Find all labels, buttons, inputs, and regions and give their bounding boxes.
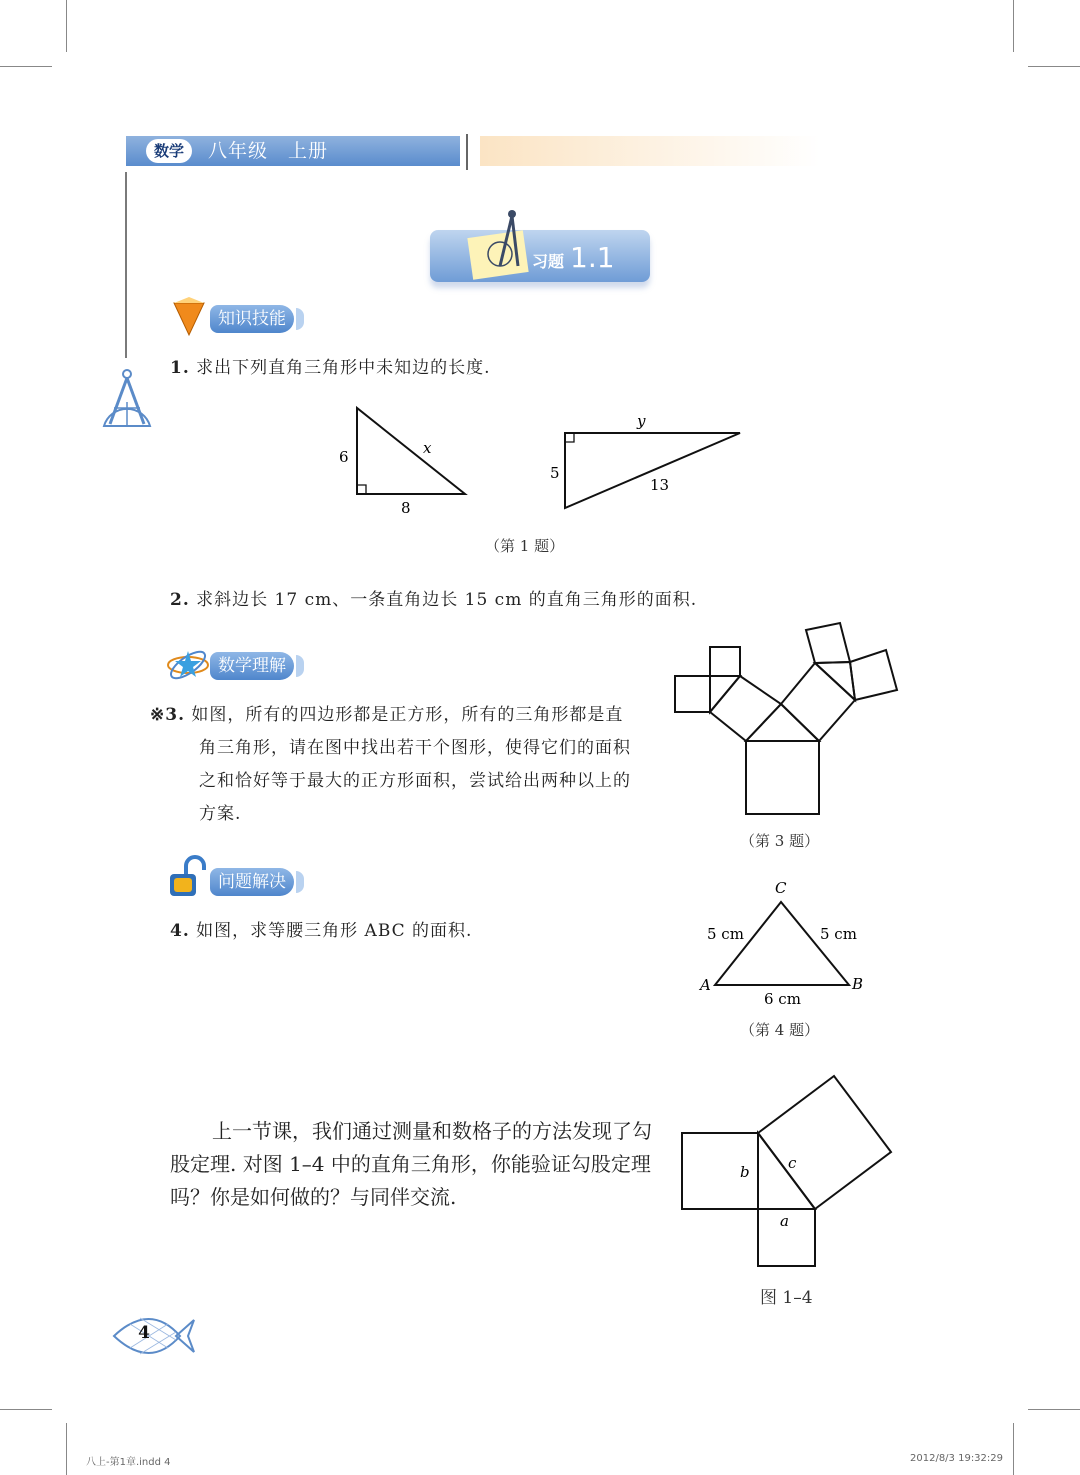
- side-label: 6 cm: [764, 990, 801, 1008]
- crop-mark: [0, 1409, 52, 1410]
- question-3: [150, 699, 660, 831]
- section-understanding: 数学理解: [210, 652, 294, 680]
- side-label: 5: [550, 464, 560, 482]
- exercise-number: 1.1: [570, 241, 615, 274]
- crop-mark: [1013, 1423, 1014, 1475]
- figure-caption: （第 4 题）: [740, 1021, 820, 1039]
- question-number: 4.: [170, 921, 190, 941]
- side-label: y: [637, 412, 646, 430]
- crop-mark: [66, 1423, 67, 1475]
- vertex-label: C: [775, 879, 787, 897]
- side-label: x: [423, 439, 432, 457]
- timestamp-slug: 2012/8/3 19:32:29: [910, 1453, 1004, 1464]
- crop-mark: [0, 66, 52, 67]
- atom-star-icon: [166, 646, 212, 684]
- compass-icon: [100, 366, 154, 430]
- exercise-label: 习题: [532, 252, 565, 271]
- triangle-figure-1: [330, 400, 480, 520]
- figure-caption: （第 1 题）: [485, 537, 565, 555]
- page-number: 4: [138, 1323, 150, 1343]
- drafting-compass-icon: [482, 208, 526, 272]
- side-label: 5 cm: [707, 925, 744, 943]
- section-skills: 知识技能: [210, 305, 294, 333]
- exercise-title: [532, 238, 615, 278]
- figure-caption: （第 3 题）: [740, 832, 820, 850]
- header-glow: [480, 136, 820, 166]
- side-label: 8: [401, 499, 411, 517]
- square-tree-figure: [670, 620, 905, 820]
- question-number: ※3.: [150, 705, 185, 725]
- crop-mark: [1028, 1409, 1080, 1410]
- isosceles-triangle-figure: [690, 870, 870, 1010]
- crop-mark: [66, 0, 67, 52]
- side-label: a: [780, 1212, 789, 1230]
- question-2: [170, 584, 697, 617]
- crop-mark: [1013, 0, 1014, 52]
- intro-paragraph: 上一节课，我们通过测量和数格子的方法发现了勾股定理. 对图 1–4 中的直角三角形，你能验证勾股定理吗？你是如何做的？与同伴交流.: [170, 1119, 652, 1209]
- margin-line: [125, 172, 127, 358]
- side-label: b: [740, 1163, 750, 1181]
- question-4: [170, 915, 472, 948]
- pendulum-icon: [172, 297, 206, 337]
- section-problem-solving: 问题解决: [210, 868, 294, 896]
- question-text: 如图，求等腰三角形 ABC 的面积.: [196, 921, 473, 941]
- question-number: 1.: [170, 358, 190, 378]
- question-text: 之和恰好等于最大的正方形面积，尝试给出两种以上的: [199, 771, 631, 791]
- question-1: [170, 352, 491, 385]
- triangle-figure-2: [540, 410, 750, 520]
- side-label: c: [788, 1154, 797, 1172]
- side-label: 13: [650, 476, 670, 494]
- question-text: 方案.: [199, 804, 242, 824]
- question-text: 如图，所有的四边形都是正方形，所有的三角形都是直: [191, 705, 624, 725]
- lock-icon: [166, 856, 210, 900]
- crop-mark: [1028, 66, 1080, 67]
- file-slug: 八上-第1章.indd 4: [86, 1457, 171, 1468]
- question-text: 求出下列直角三角形中未知边的长度.: [196, 358, 491, 378]
- grade-title: 八年级 上册: [208, 140, 329, 162]
- vertex-label: B: [852, 975, 864, 993]
- side-label: 6: [339, 448, 349, 466]
- pythagoras-figure: [670, 1065, 900, 1275]
- subject-badge: 数学: [146, 139, 192, 163]
- side-label: 5 cm: [820, 925, 857, 943]
- header-divider: [466, 134, 468, 170]
- vertex-label: A: [700, 976, 711, 994]
- question-number: 2.: [170, 590, 190, 610]
- figure-caption: 图 1–4: [760, 1288, 813, 1308]
- question-text: 角三角形，请在图中找出若干个图形，使得它们的面积: [199, 738, 631, 758]
- question-text: 求斜边长 17 cm、一条直角边长 15 cm 的直角三角形的面积.: [196, 590, 698, 610]
